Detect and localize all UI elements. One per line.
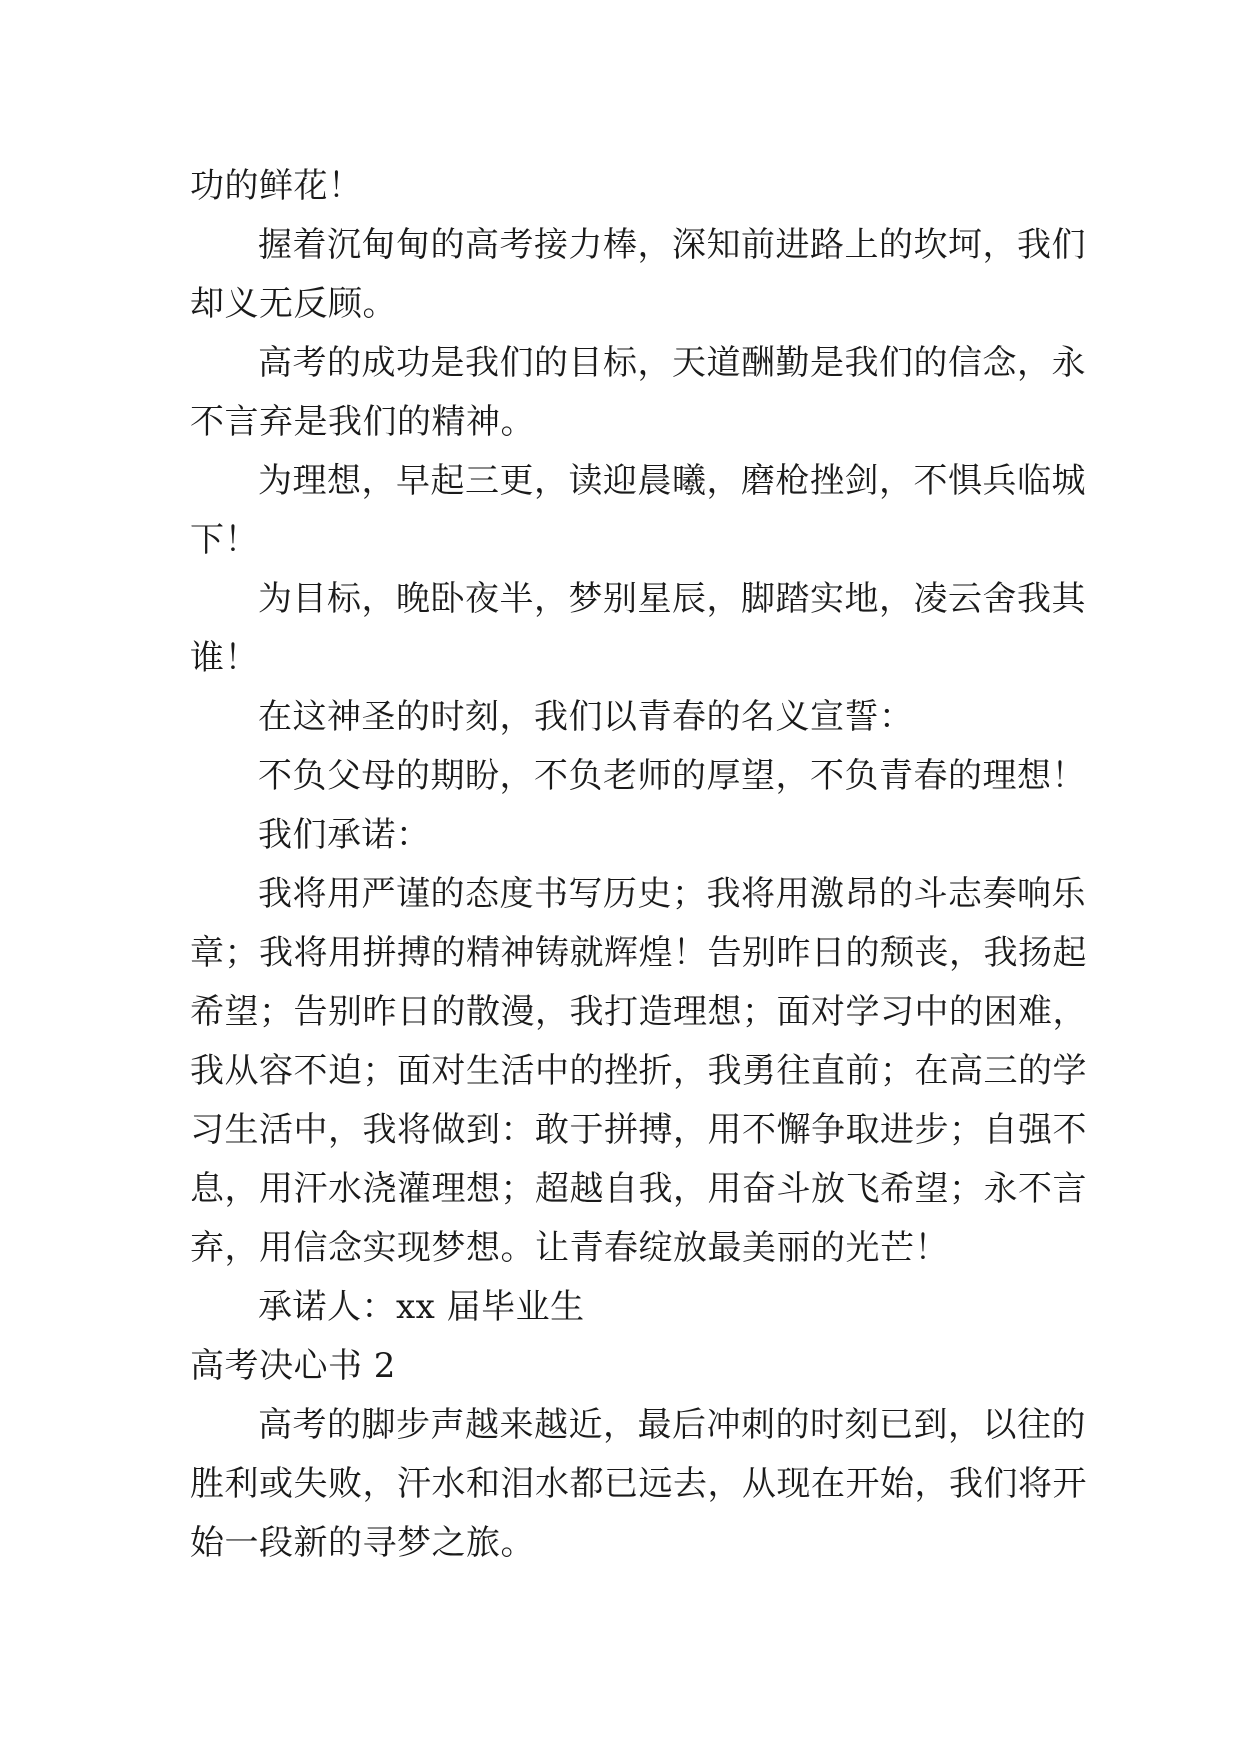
text-line: 不言弃是我们的精神。 [190, 402, 535, 442]
text-line: 不负父母的期盼，不负老师的厚望，不负青春的理想！ [258, 756, 1086, 796]
text-line: 为理想，早起三更，读迎晨曦，磨枪挫剑，不惧兵临城 [258, 461, 1086, 501]
text-line: 始一段新的寻梦之旅。 [190, 1523, 535, 1563]
text-line: 承诺人：xx 届毕业生 [258, 1287, 585, 1327]
text-line: 握着沉甸甸的高考接力棒，深知前进路上的坎坷，我们 [258, 225, 1086, 265]
text-line: 胜利或失败，汗水和泪水都已远去，从现在开始，我们将开 [190, 1464, 1087, 1504]
text-line: 为目标，晚卧夜半，梦别星辰，脚踏实地，凌云舍我其 [258, 579, 1086, 619]
text-line: 在这神圣的时刻，我们以青春的名义宣誓： [258, 697, 914, 737]
text-line: 高考的成功是我们的目标，天道酬勤是我们的信念，永 [258, 343, 1086, 383]
text-line: 习生活中，我将做到：敢于拼搏，用不懈争取进步；自强不 [190, 1110, 1087, 1150]
text-line: 弃，用信念实现梦想。让青春绽放最美丽的光芒！ [190, 1228, 949, 1268]
text-line: 希望；告别昨日的散漫，我打造理想；面对学习中的困难， [190, 992, 1087, 1032]
text-line: 下！ [190, 520, 259, 560]
text-line: 功的鲜花！ [190, 166, 363, 206]
text-line: 章；我将用拼搏的精神铸就辉煌！告别昨日的颓丧，我扬起 [190, 933, 1087, 973]
text-line: 息，用汗水浇灌理想；超越自我，用奋斗放飞希望；永不言 [190, 1169, 1087, 1209]
text-line: 我从容不迫；面对生活中的挫折，我勇往直前；在高三的学 [190, 1051, 1087, 1091]
text-line: 我们承诺： [258, 815, 431, 855]
text-line: 谁！ [190, 638, 259, 678]
text-line: 高考的脚步声越来越近，最后冲刺的时刻已到，以往的 [258, 1405, 1086, 1445]
text-line: 我将用严谨的态度书写历史；我将用激昂的斗志奏响乐 [258, 874, 1086, 914]
document-body [190, 157, 1087, 1573]
text-line: 却义无反顾。 [190, 284, 397, 324]
section-heading: 高考决心书 2 [190, 1346, 396, 1386]
